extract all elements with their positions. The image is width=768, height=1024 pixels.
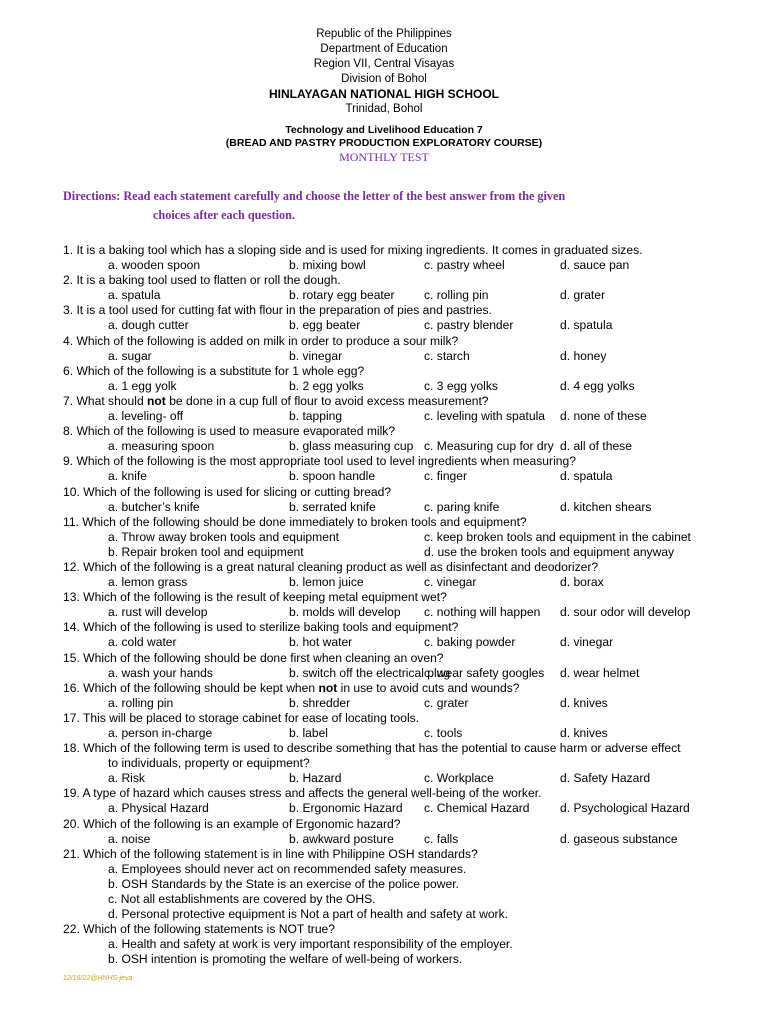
answer-choice: a. rust will develop — [108, 605, 208, 620]
question-text-part: be done in a cup full of flour to avoid excess measurement? — [165, 393, 489, 408]
answer-choices — [63, 696, 763, 711]
answer-choice: a. spatula — [108, 288, 161, 303]
answer-choice: b. tapping — [289, 409, 343, 424]
question-text: 3. It is a tool used for cutting fat with flour in the preparation of pies and pastries. — [63, 303, 492, 318]
answer-choice: b. switch off the electrical plug — [289, 665, 451, 680]
question-text: 12. Which of the following is a great natural cleaning product as well as disinfectant and deodorizer? — [63, 559, 599, 574]
answer-choice: d. use the broken tools and equipment anyway — [424, 544, 675, 559]
question-text: 10. Which of the following is used for slicing or cutting bread? — [63, 484, 392, 499]
answer-choice: c. vinegar — [424, 575, 477, 590]
document-header — [0, 27, 768, 117]
answer-choice: b. Hazard — [289, 771, 342, 786]
header-division: Division of Bohol — [341, 73, 427, 85]
answer-choice: c. pastry blender — [424, 318, 514, 333]
header-department: Department of Education — [320, 43, 448, 55]
school-location: Trinidad, Bohol — [345, 103, 423, 115]
answer-choice: c. wear safety googles — [424, 665, 545, 680]
directions — [63, 187, 723, 224]
answer-choice: d. kitchen shears — [560, 499, 652, 514]
answer-choice: a. sugar — [108, 348, 152, 363]
directions-line-1: Directions: Read each statement carefully and choose the letter of the best answer from the given — [63, 189, 566, 203]
question-text: 15. Which of the following should be done first when cleaning an oven? — [63, 650, 444, 665]
answer-choice: b. OSH Standards by the State is an exercise of the police power. — [108, 876, 459, 891]
answer-choice: d. sauce pan — [560, 258, 630, 273]
answer-choices — [63, 318, 763, 333]
answer-choice: b. vinegar — [289, 348, 343, 363]
answer-choice: a. cold water — [108, 635, 177, 650]
answer-choice: b. serrated knife — [289, 499, 376, 514]
answer-choice: d. Psychological Hazard — [560, 801, 690, 816]
question-text: 21. Which of the following statement is in line with Philippine OSH standards? — [63, 846, 478, 861]
answer-choice: b. molds will develop — [289, 605, 401, 620]
header-region: Region VII, Central Visayas — [313, 58, 455, 70]
answer-choice: b. rotary egg beater — [289, 288, 395, 303]
answer-choice: d. grater — [560, 288, 606, 303]
answer-choice: d. wear helmet — [560, 665, 640, 680]
question-text: 14. Which of the following is used to sterilize baking tools and equipment? — [63, 620, 459, 635]
answer-choices — [63, 605, 763, 620]
answer-choice: a. Physical Hazard — [108, 801, 209, 816]
answer-choice: a. wooden spoon — [108, 258, 201, 273]
answer-choice: d. sour odor will develop — [560, 605, 691, 620]
answer-choices — [63, 409, 763, 424]
answer-choice: b. spoon handle — [289, 469, 376, 484]
answer-choice: b. Repair broken tool and equipment — [108, 544, 304, 559]
answer-choice: c. tools — [424, 726, 463, 740]
course-title: (BREAD AND PASTRY PRODUCTION EXPLORATORY COURSE) — [225, 137, 543, 149]
subject-title: Technology and Livelihood Education 7 — [285, 124, 483, 136]
question-text-continued: to individuals, property or equipment? — [108, 756, 310, 771]
answer-choice: d. spatula — [560, 469, 613, 484]
answer-choice: a. wash your hands — [108, 665, 213, 680]
answer-choice: c. nothing will happen — [424, 605, 541, 620]
answer-choice: c. falls — [424, 831, 459, 846]
answer-choice: c. Chemical Hazard — [424, 801, 530, 816]
answer-choice: a. lemon grass — [108, 575, 188, 590]
answer-choice: d. none of these — [560, 409, 647, 424]
question-text: 1. It is a baking tool which has a sloping side and is used for mixing ingredients. It comes in graduated sizes. — [63, 243, 643, 257]
question-text: 11. Which of the following should be done immediately to broken tools and equipment? — [63, 514, 527, 529]
question-text: 19. A type of hazard which causes stress and affects the general well-being of the worker. — [63, 786, 542, 801]
subject-header — [0, 124, 768, 164]
answer-choices — [63, 500, 763, 515]
question-text: 18. Which of the following term is used to describe something that has the potential to cause harm or adverse effect — [63, 741, 681, 756]
answer-choice: a. 1 egg yolk — [108, 378, 177, 393]
answer-choice: c. Measuring cup for dry — [424, 439, 554, 454]
answer-choice: b. hot water — [289, 635, 353, 650]
answer-choice: d. borax — [560, 575, 604, 590]
answer-choice: a. Employees should never act on recommended safety measures. — [108, 861, 467, 876]
answer-choice: d. knives — [560, 726, 608, 740]
answer-choice: a. rolling pin — [108, 695, 174, 710]
answer-choice: a. person in-charge — [108, 726, 213, 740]
answer-choice: b. label — [289, 726, 328, 740]
answer-choice: b. glass measuring cup — [289, 439, 414, 454]
answer-choice: b. shredder — [289, 695, 351, 710]
answer-choice: c. baking powder — [424, 635, 516, 650]
answer-choice: d. knives — [560, 695, 608, 710]
answer-choices — [63, 439, 763, 454]
answer-choices — [63, 635, 763, 650]
answer-choice: a. measuring spoon — [108, 439, 215, 454]
answer-choices — [63, 666, 763, 681]
answer-choice: d. Safety Hazard — [560, 771, 651, 786]
answer-choice: a. Health and safety at work is very important responsibility of the employer. — [108, 937, 513, 952]
answer-choices — [63, 288, 763, 303]
question-text: 22. Which of the following statements is NOT true? — [63, 922, 336, 937]
answer-choice: a. butcher’s knife — [108, 499, 200, 514]
test-title: MONTHLY TEST — [339, 150, 429, 164]
answer-choice: c. finger — [424, 469, 468, 484]
question-text: 17. This will be placed to storage cabinet for ease of locating tools. — [63, 710, 420, 725]
question-text: 2. It is a baking tool used to flatten or roll the dough. — [63, 273, 341, 288]
question-text: 20. Which of the following is an example of Ergonomic hazard? — [63, 816, 401, 831]
answer-choice: c. rolling pin — [424, 288, 489, 303]
question-text-part: 16. Which of the following should be kept when — [63, 680, 319, 695]
question-text: 9. Which of the following is the most appropriate tool used to level ingredients when measuring? — [63, 454, 576, 469]
answer-choices — [63, 726, 763, 741]
answer-choice: c. Workplace — [424, 771, 494, 786]
answer-choices — [63, 349, 763, 364]
answer-choice: d. Personal protective equipment is Not a part of health and safety at work. — [108, 907, 508, 922]
answer-choice: d. honey — [560, 348, 607, 363]
answer-choice: b. egg beater — [289, 318, 361, 333]
answer-choice: d. vinegar — [560, 635, 614, 650]
directions-line-2: choices after each question. — [153, 207, 295, 222]
answer-choices — [63, 379, 763, 394]
answer-choice: b. 2 egg yolks — [289, 378, 364, 393]
answer-choice: c. grater — [424, 695, 469, 710]
answer-choice: c. pastry wheel — [424, 258, 505, 273]
question-list — [63, 243, 763, 968]
answer-choice: b. OSH intention is promoting the welfare of well-being of workers. — [108, 952, 463, 967]
answer-choice: c. starch — [424, 348, 470, 363]
question-emphasis: not — [147, 393, 166, 408]
answer-choices — [63, 545, 763, 560]
question-text: 13. Which of the following is the result of keeping metal equipment wet? — [63, 590, 447, 605]
answer-choice: a. knife — [108, 469, 147, 484]
answer-choice: b. mixing bowl — [289, 258, 366, 273]
footer-stamp: 12/16/22@HNHS-jeva — [63, 975, 133, 982]
answer-choice: c. paring knife — [424, 499, 500, 514]
answer-choice: d. gaseous substance — [560, 831, 678, 846]
answer-choice: a. noise — [108, 831, 151, 846]
answer-choice: a. Throw away broken tools and equipment — [108, 529, 340, 544]
answer-choices — [63, 832, 763, 847]
answer-choices — [63, 469, 763, 484]
answer-choice: d. spatula — [560, 318, 613, 333]
answer-choice: a. Risk — [108, 771, 145, 786]
question-emphasis: not — [318, 680, 338, 695]
answer-choice: c. leveling with spatula — [424, 409, 546, 424]
answer-choice: c. 3 egg yolks — [424, 378, 498, 393]
answer-choices — [63, 771, 763, 786]
question-text: 4. Which of the following is added on milk in order to produce a sour milk? — [63, 333, 459, 348]
answer-choices — [63, 801, 763, 816]
question-text-part: 7. What should — [63, 393, 148, 408]
answer-choice: c. keep broken tools and equipment in the cabinet — [424, 529, 691, 544]
question-text: 8. Which of the following is used to measure evaporated milk? — [63, 424, 396, 439]
answer-choice: a. leveling- off — [108, 409, 184, 424]
answer-choice: b. lemon juice — [289, 575, 364, 590]
answer-choice: c. Not all establishments are covered by the OHS. — [108, 892, 376, 907]
answer-choice: b. Ergonomic Hazard — [289, 801, 403, 816]
answer-choices — [63, 575, 763, 590]
school-name: HINLAYAGAN NATIONAL HIGH SCHOOL — [268, 87, 499, 101]
answer-choice: d. 4 egg yolks — [560, 378, 635, 393]
question-text — [63, 681, 763, 696]
header-republic: Republic of the Philippines — [316, 28, 452, 40]
answer-choice: d. all of these — [560, 439, 632, 454]
question-text — [63, 394, 763, 409]
answer-choice: b. awkward posture — [289, 831, 394, 846]
answer-choice: a. dough cutter — [108, 318, 189, 333]
answer-choices — [63, 258, 763, 273]
question-text: 6. Which of the following is a substitute for 1 whole egg? — [63, 363, 365, 378]
question-text-part: in use to avoid cuts and wounds? — [337, 680, 520, 695]
answer-choices — [63, 530, 763, 545]
